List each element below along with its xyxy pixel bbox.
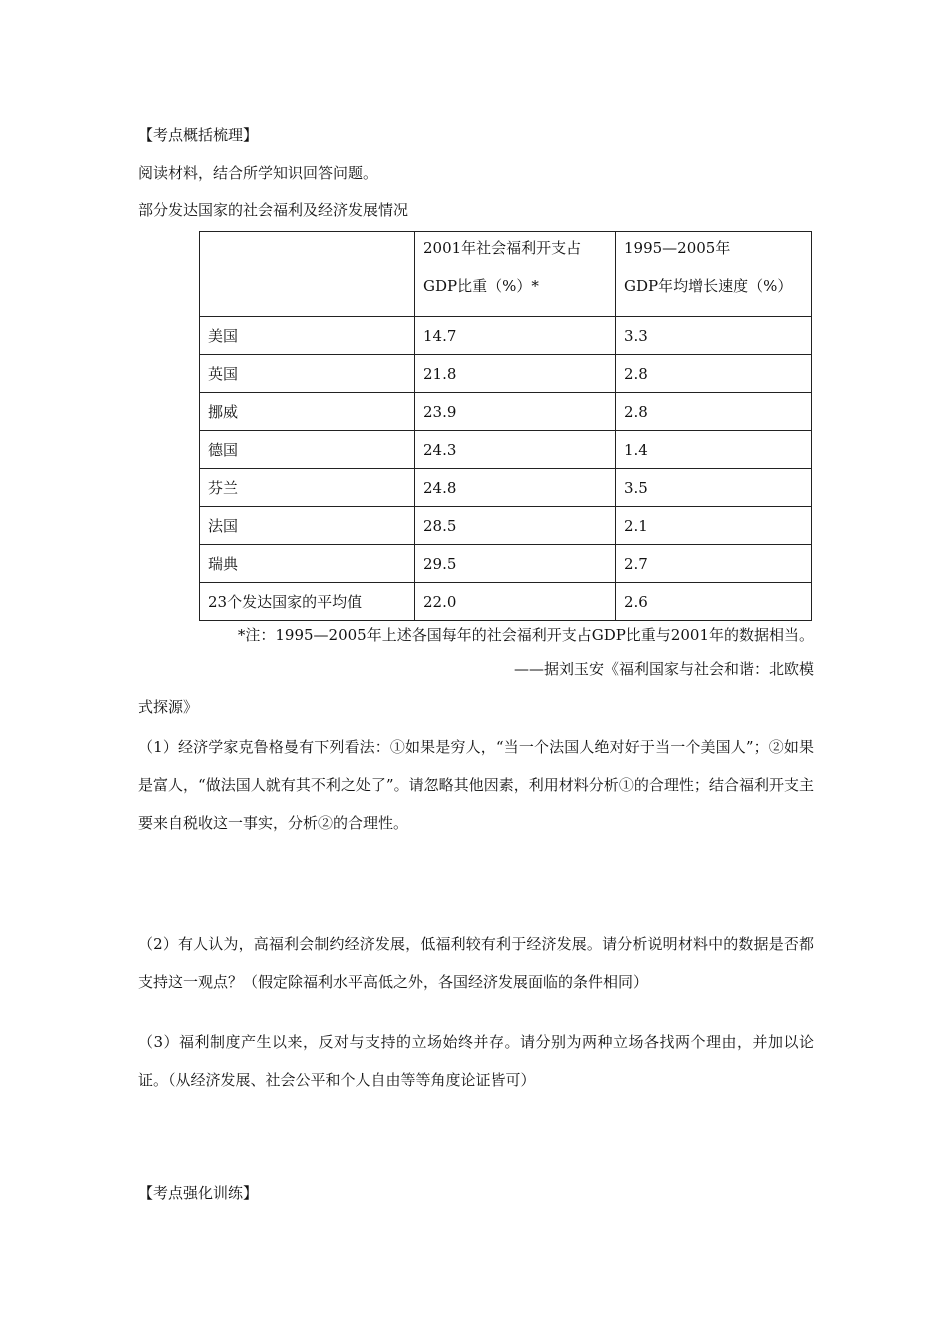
welfare-cell: 21.8 [415, 355, 616, 393]
welfare-cell: 14.7 [415, 317, 616, 355]
source-citation-line2: 式探源》 [138, 698, 199, 716]
welfare-table [199, 231, 812, 621]
table-row [200, 545, 812, 583]
country-cell: 法国 [200, 507, 415, 545]
welfare-cell: 28.5 [415, 507, 616, 545]
table-row [200, 507, 812, 545]
growth-cell: 2.6 [616, 583, 812, 621]
table-title: 部分发达国家的社会福利及经济发展情况 [138, 201, 409, 219]
growth-cell: 2.7 [616, 545, 812, 583]
country-cell: 英国 [200, 355, 415, 393]
question-2: （2）有人认为，高福利会制约经济发展，低福利较有利于经济发展。请分析说明材料中的数据是否都支持这一观点？（假定除福利水平高低之外，各国经济发展面临的条件相同） [138, 935, 814, 991]
welfare-cell: 29.5 [415, 545, 616, 583]
growth-cell: 2.1 [616, 507, 812, 545]
table-row [200, 393, 812, 431]
question-1: （1）经济学家克鲁格曼有下列看法：①如果是穷人，“当一个法国人绝对好于当一个美国人”；②如果是富人，“做法国人就有其不利之处了”。请忽略其他因素，利用材料分析①的合理性；结合福利开支主要来自税收这一事实，分析②的合理性。 [138, 738, 814, 832]
source-citation-line1: ——据刘玉安《福利国家与社会和谐：北欧模 [513, 660, 814, 678]
country-cell: 瑞典 [200, 545, 415, 583]
header-growth-line2: GDP年均增长速度（%） [624, 277, 793, 295]
growth-cell: 2.8 [616, 393, 812, 431]
table-row [200, 317, 812, 355]
country-cell: 芬兰 [200, 469, 415, 507]
intro-text: 阅读材料，结合所学知识回答问题。 [138, 164, 379, 182]
header-welfare-line1: 2001年社会福利开支占 [423, 239, 582, 257]
question-3: （3）福利制度产生以来，反对与支持的立场始终并存。请分别为两种立场各找两个理由，并加以论证。（从经济发展、社会公平和个人自由等等角度论证皆可） [138, 1033, 814, 1089]
country-cell: 美国 [200, 317, 415, 355]
header-welfare-line2: GDP比重（%）* [423, 277, 539, 295]
table-row [200, 355, 812, 393]
welfare-cell: 22.0 [415, 583, 616, 621]
header-cell-welfare [415, 232, 616, 317]
country-cell: 挪威 [200, 393, 415, 431]
table-row [200, 583, 812, 621]
growth-cell: 1.4 [616, 431, 812, 469]
growth-cell: 3.5 [616, 469, 812, 507]
section-heading-overview: 【考点概括梳理】 [138, 126, 259, 144]
welfare-cell: 24.8 [415, 469, 616, 507]
table-row [200, 431, 812, 469]
welfare-cell: 24.3 [415, 431, 616, 469]
country-cell: 德国 [200, 431, 415, 469]
table-header-row [200, 232, 812, 317]
header-cell-growth [616, 232, 812, 317]
section-heading-training: 【考点强化训练】 [138, 1184, 259, 1202]
header-cell-empty [200, 232, 415, 317]
header-growth-line1: 1995—2005年 [624, 239, 731, 257]
table-row [200, 469, 812, 507]
growth-cell: 3.3 [616, 317, 812, 355]
growth-cell: 2.8 [616, 355, 812, 393]
welfare-cell: 23.9 [415, 393, 616, 431]
country-cell: 23个发达国家的平均值 [200, 583, 415, 621]
table-footnote: *注：1995—2005年上述各国每年的社会福利开支占GDP比重与2001年的数据相当。 [237, 626, 814, 644]
